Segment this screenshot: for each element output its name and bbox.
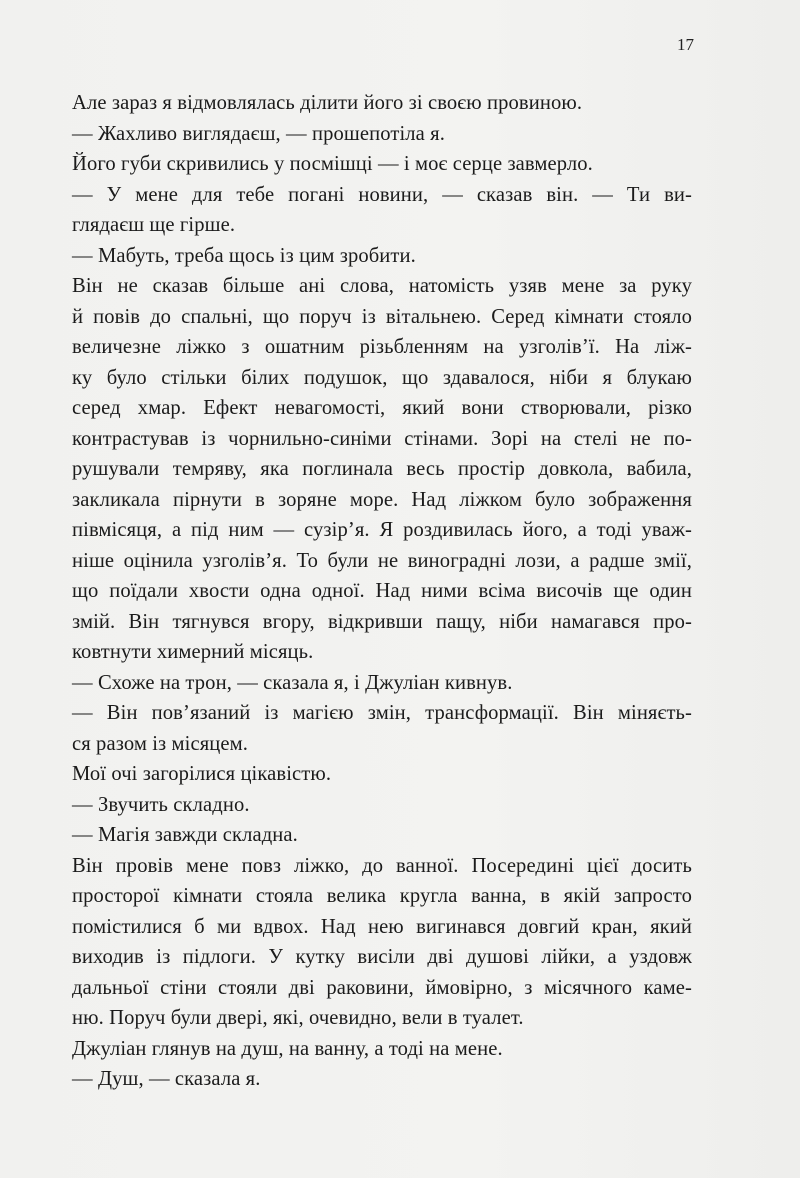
text-line: просторої кімнати стояла велика кругла ванна, в якій запросто [72,885,692,907]
text-line: Джуліан глянув на душ, на ванну, а тоді на мене. [72,1037,503,1060]
text-line: дальньої стіни стояли дві раковини, ймовірно, з місячного каме- [72,976,692,999]
text-line: глядаєш ще гірше. [72,214,236,236]
paragraph [72,88,692,119]
body-text [72,88,692,1095]
text-line: ковтнути химерний місяць. [72,641,314,663]
text-line: Але зараз я відмовлялась ділити його зі своєю провиною. [72,92,583,114]
paragraph [72,759,692,790]
paragraph [72,271,692,668]
paragraph [72,1034,692,1065]
paragraph [72,149,692,180]
text-line: Він провів мене повз ліжко, до ванної. Посередині цієї досить [72,854,692,877]
paragraph [72,668,692,699]
paragraph [72,119,692,150]
text-line: півмісяця, а під ним — сузір’я. Я роздивилась його, а тоді уваж- [72,519,692,541]
text-line: — Схоже на трон, — сказала я, і Джуліан кивнув. [72,671,513,694]
text-line: величезне ліжко з ошатним різьбленням на узголів’ї. На ліж- [72,336,692,358]
text-line: серед хмар. Ефект невагомості, який вони створювали, різко [72,397,692,419]
paragraph [72,790,692,821]
text-line: помістилися б ми вдвох. Над нею вигинався довгий кран, який [72,915,692,938]
text-line: Він не сказав більше ані слова, натомість узяв мене за руку [72,275,692,297]
text-line: — Магія завжди складна. [72,824,298,846]
text-line: контрастував із чорнильно-синіми стінами. Зорі на стелі не по- [72,427,692,450]
text-line: рушували темряву, яка поглинала весь простір довкола, вабила, [72,458,692,480]
text-line: закликала пірнути в зоряне море. Над ліжком було зображення [72,488,692,511]
text-line: виходив із підлоги. У кутку висіли дві душові лійки, а уздовж [72,946,692,968]
text-line: й повів до спальні, що поруч із вітальнею. Серед кімнати стояло [72,305,692,328]
paragraph [72,851,692,1034]
page-number: 17 [677,35,694,54]
paragraph [72,698,692,759]
text-line: — Душ, — сказала я. [72,1068,261,1090]
paragraph [72,820,692,851]
text-line: — Мабуть, треба щось із цим зробити. [72,244,416,267]
text-line: — Звучить складно. [72,793,250,816]
paragraph [72,180,692,241]
text-line: Його губи скривились у посмішці — і моє серце завмерло. [72,153,593,175]
text-line: змій. Він тягнувся вгору, відкривши пащу, ніби намагався про- [72,610,692,633]
text-line: ню. Поруч були двері, які, очевидно, вели в туалет. [72,1007,524,1029]
paragraph [72,1064,692,1095]
text-line: ніше оцінила узголів’я. То були не виноградні лози, а радше змії, [72,549,692,572]
text-line: — Він пов’язаний із магією змін, трансформації. Він міняєть- [72,702,692,724]
text-line: що поїдали хвости одна одної. Над ними всіма височів ще один [72,580,692,602]
text-line: — У мене для тебе погані новини, — сказав він. — Ти ви- [72,183,692,206]
text-line: — Жахливо виглядаєш, — прошепотіла я. [72,122,445,145]
text-line: Мої очі загорілися цікавістю. [72,763,332,785]
text-line: ку було стільки білих подушок, що здавалося, ніби я блукаю [72,366,692,389]
text-line: ся разом із місяцем. [72,732,249,755]
paragraph [72,241,692,272]
